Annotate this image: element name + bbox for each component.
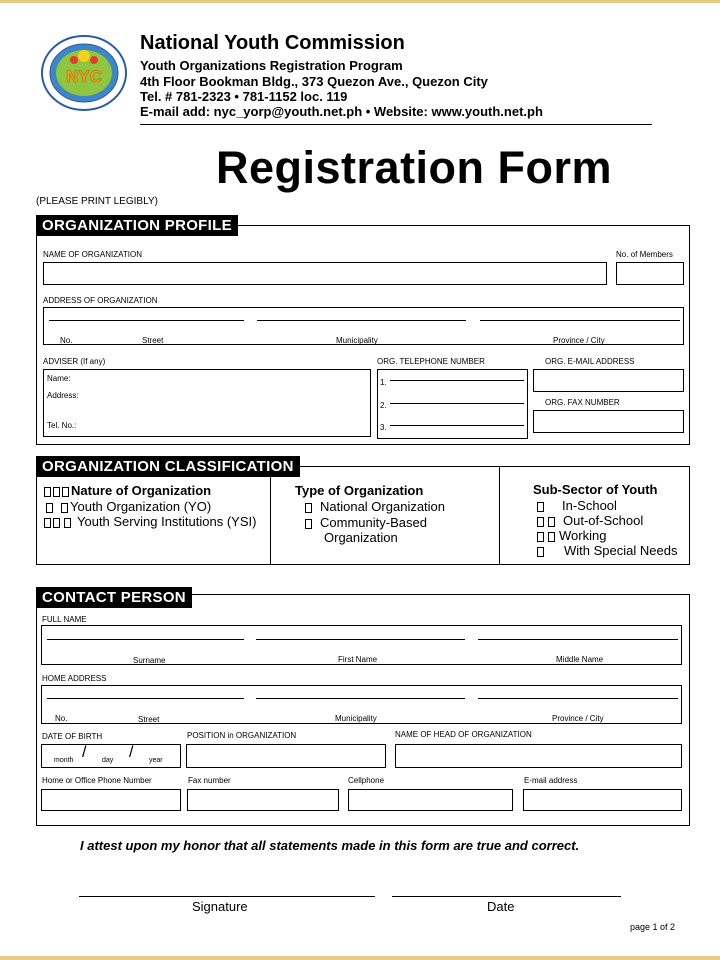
subsector-opt-special[interactable]: [537, 543, 677, 558]
position-field[interactable]: [186, 744, 386, 768]
subsector-special-box: [537, 547, 544, 557]
nature-checkbox-b: [53, 487, 60, 497]
fax-label: Fax number: [188, 776, 231, 785]
org-addr-municipality: Municipality: [336, 336, 378, 345]
dob-slash-1: /: [82, 744, 87, 761]
dob-day: day: [102, 757, 114, 764]
middlename-label: Middle Name: [556, 655, 604, 664]
adviser-label: ADVISER (If any): [43, 357, 106, 366]
org-email-label: ORG. E-MAIL ADDRESS: [545, 357, 635, 366]
members-field[interactable]: [616, 262, 684, 285]
type-community-box: [305, 519, 312, 529]
org-name-field[interactable]: [43, 262, 607, 285]
classification-title: ORGANIZATION CLASSIFICATION: [36, 456, 300, 477]
org-address-label: ADDRESS OF ORGANIZATION: [43, 296, 158, 305]
type-opt-community-label: Community-Based: [320, 515, 427, 530]
fax-field[interactable]: [187, 789, 339, 811]
classification-divider-1: [270, 476, 271, 565]
adviser-field[interactable]: [43, 369, 371, 437]
nature-checkbox-c: [62, 487, 69, 497]
subsector-outschool-box-b: [548, 517, 555, 527]
home-addr-no: No.: [55, 714, 68, 723]
logo-letters: NYC: [66, 67, 102, 86]
bottom-border: [0, 956, 720, 960]
cell-label: Cellphone: [348, 776, 385, 785]
email-label: E-mail address: [524, 776, 578, 785]
nature-opt-yo-label: Youth Organization (YO): [70, 499, 212, 514]
home-addr-municipality: Municipality: [335, 714, 377, 723]
contact-title: CONTACT PERSON: [36, 587, 192, 608]
org-tel-line-3: [390, 425, 524, 426]
dob-label: DATE OF BIRTH: [42, 732, 103, 741]
org-fax-field[interactable]: [533, 410, 684, 433]
date-line[interactable]: [392, 896, 621, 897]
phone-field[interactable]: [41, 789, 181, 811]
subsector-special-label: With Special Needs: [564, 543, 678, 558]
subsector-opt-working[interactable]: [537, 528, 606, 543]
classification-divider-2: [499, 466, 500, 565]
org-tel-1: 1.: [380, 378, 387, 387]
fullname-label: FULL NAME: [42, 615, 87, 624]
print-note: (PLEASE PRINT LEGIBLY): [36, 196, 158, 207]
org-tel-label: ORG. TELEPHONE NUMBER: [377, 357, 485, 366]
header-org-name: National Youth Commission: [140, 32, 405, 54]
adviser-tel-label: Tel. No.:: [47, 421, 77, 430]
surname-label: Surname: [133, 656, 166, 665]
type-national-box: [305, 503, 312, 513]
home-addr-street: Street: [138, 715, 160, 724]
org-tel-2: 2.: [380, 401, 387, 410]
header-rule: [140, 124, 652, 125]
type-head: Type of Organization: [295, 483, 424, 498]
dob-slash-2: /: [129, 744, 134, 761]
nature-yo-box-b: [61, 503, 68, 513]
subsector-working-box-b: [548, 532, 555, 542]
nyc-logo: [40, 34, 128, 112]
signature-label: Signature: [192, 899, 248, 914]
nature-ysi-box-b: [53, 518, 60, 528]
fullname-line-surname: [47, 639, 244, 640]
subsector-head: Sub-Sector of Youth: [533, 482, 658, 497]
header-email-web: E-mail add: nyc_yorp@youth.net.ph • Website: www.youth.net.ph: [140, 104, 543, 119]
attest-text: I attest upon my honor that all statements made in this form are true and correct.: [80, 838, 580, 853]
dob-month: month: [54, 757, 74, 764]
subsector-opt-outschool[interactable]: [537, 513, 643, 528]
dob-field[interactable]: [41, 744, 181, 768]
nature-opt-ysi[interactable]: [44, 514, 256, 529]
email-field[interactable]: [523, 789, 682, 811]
members-label: No. of Members: [616, 250, 673, 259]
org-addr-province: Province / City: [553, 336, 605, 345]
org-addr-no: No.: [60, 336, 73, 345]
org-fax-label: ORG. FAX NUMBER: [545, 398, 620, 407]
nature-head: [44, 483, 211, 498]
type-opt-national-label: National Organization: [320, 499, 446, 514]
nature-yo-box: [46, 503, 53, 513]
subsector-working-box: [537, 532, 544, 542]
subsector-opt-inschool[interactable]: [537, 498, 617, 513]
type-opt-community[interactable]: [305, 515, 427, 530]
position-label: POSITION in ORGANIZATION: [187, 731, 297, 740]
cell-field[interactable]: [348, 789, 513, 811]
fullname-line-middle: [478, 639, 678, 640]
org-addr-street: Street: [142, 336, 164, 345]
org-addr-line-street: [49, 320, 244, 321]
phone-label: Home or Office Phone Number: [42, 776, 152, 785]
type-opt-national[interactable]: [305, 499, 445, 514]
fullname-line-first: [256, 639, 465, 640]
org-tel-line-2: [390, 403, 524, 404]
org-name-label: NAME OF ORGANIZATION: [43, 250, 142, 259]
nature-ysi-box-c: [64, 518, 71, 528]
home-address-label: HOME ADDRESS: [42, 674, 107, 683]
head-label: NAME OF HEAD OF ORGANIZATION: [395, 730, 532, 739]
top-border: [0, 0, 720, 3]
firstname-label: First Name: [338, 655, 378, 664]
subsector-inschool-box: [537, 502, 544, 512]
subsector-working-label: Working: [559, 528, 607, 543]
type-opt-community-line2: Organization: [324, 530, 398, 545]
subsector-outschool-label: Out-of-School: [563, 513, 644, 528]
header-program: Youth Organizations Registration Program: [140, 58, 403, 73]
adviser-address-label: Address:: [47, 391, 79, 400]
nature-opt-yo[interactable]: [46, 499, 211, 514]
adviser-name-label: Name:: [47, 374, 71, 383]
nature-checkbox[interactable]: [44, 487, 51, 497]
org-addr-line-municipality: [257, 320, 466, 321]
nature-opt-ysi-label: Youth Serving Institutions (YSI): [77, 514, 257, 529]
dob-year: year: [149, 757, 163, 764]
home-addr-line-municipality: [256, 698, 465, 699]
form-title: Registration Form: [216, 142, 613, 193]
org-tel-3: 3.: [380, 423, 387, 432]
header-address: 4th Floor Bookman Bldg., 373 Quezon Ave., Quezon City: [140, 74, 488, 89]
head-field[interactable]: [395, 744, 682, 768]
home-addr-line-province: [478, 698, 678, 699]
date-label: Date: [487, 899, 515, 914]
subsector-outschool-box: [537, 517, 544, 527]
org-email-field[interactable]: [533, 369, 684, 392]
nature-ysi-box: [44, 518, 51, 528]
page-number: page 1 of 2: [630, 922, 676, 932]
signature-line[interactable]: [79, 896, 375, 897]
subsector-inschool-label: In-School: [562, 498, 617, 513]
org-addr-line-province: [480, 320, 680, 321]
org-profile-title: ORGANIZATION PROFILE: [36, 215, 238, 236]
header-tel: Tel. # 781-2323 • 781-1152 loc. 119: [140, 89, 348, 104]
home-addr-province: Province / City: [552, 714, 604, 723]
org-tel-line-1: [390, 380, 524, 381]
home-addr-line-street: [47, 698, 244, 699]
nature-head-text: Nature of Organization: [71, 483, 212, 498]
